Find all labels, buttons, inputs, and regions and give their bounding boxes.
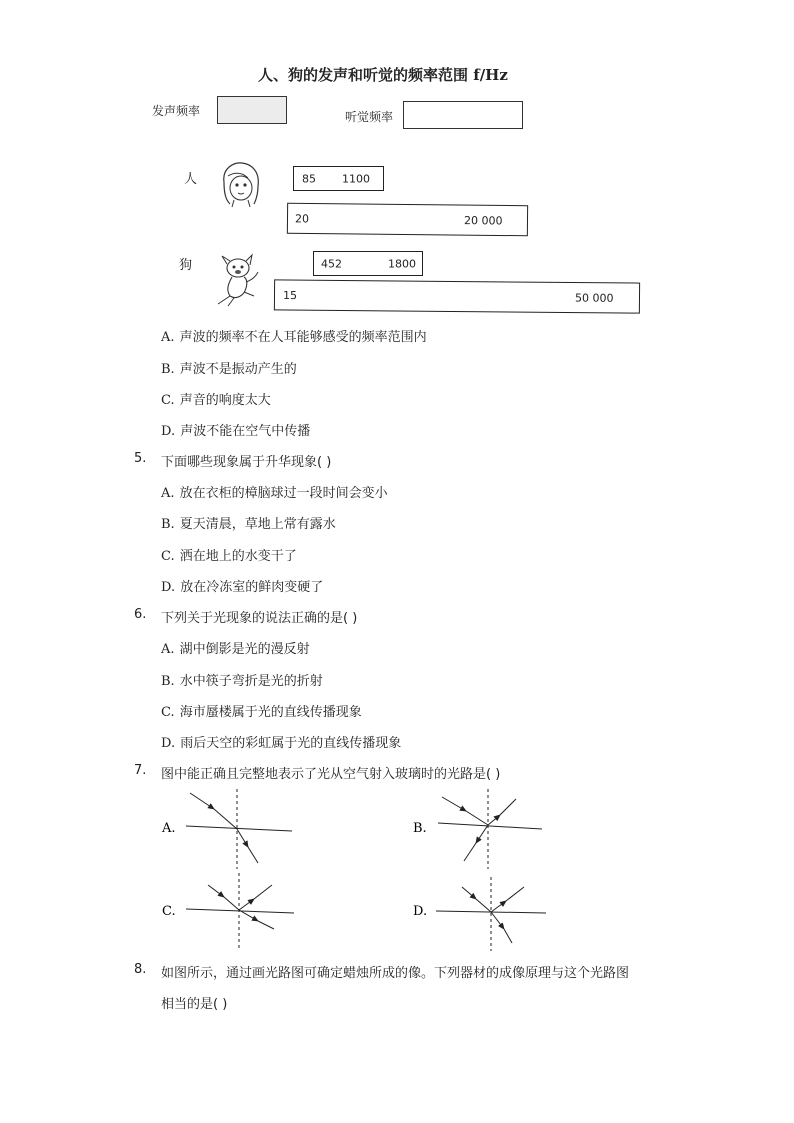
q6-number: 6. bbox=[134, 607, 147, 622]
q5-option-d bbox=[161, 576, 323, 595]
option-text: 湖中倒影是光的漫反射 bbox=[179, 642, 310, 657]
q4-option-b bbox=[161, 358, 297, 377]
q7-stem: 图中能正确且完整地表示了光从空气射入玻璃时的光路是( ) bbox=[161, 767, 501, 782]
q7-label-a: A. bbox=[162, 821, 176, 836]
option-letter: A. bbox=[161, 642, 175, 657]
dog-sound-low: 452 bbox=[321, 257, 342, 270]
q7-diagram-b bbox=[438, 789, 542, 869]
q6-option-b bbox=[161, 670, 323, 689]
option-text: 放在冷冻室的鲜肉变硬了 bbox=[180, 580, 324, 595]
dog-sound-high: 1800 bbox=[388, 257, 416, 270]
q8-number: 8. bbox=[134, 962, 147, 977]
q7-label-c: C. bbox=[162, 904, 176, 919]
q4-option-a bbox=[161, 326, 427, 345]
q8-stem-line2: 相当的是( ) bbox=[161, 997, 228, 1012]
q6-option-c bbox=[161, 701, 362, 720]
human-sound-high: 1100 bbox=[342, 172, 370, 185]
girl-face-icon bbox=[216, 160, 264, 210]
dog-icon bbox=[210, 252, 262, 308]
legend-hearing-swatch bbox=[403, 101, 523, 129]
option-text: 海市蜃楼属于光的直线传播现象 bbox=[179, 705, 362, 720]
q7-label-b: B. bbox=[413, 821, 427, 836]
q8-stem-line1: 如图所示，通过画光路图可确定蜡烛所成的像。下列器材的成像原理与这个光路图 bbox=[161, 966, 630, 981]
q5-option-a bbox=[161, 482, 388, 501]
q7-optics-diagrams bbox=[150, 785, 570, 955]
human-hearing-range-bar bbox=[287, 203, 528, 237]
human-hearing-high: 20 000 bbox=[463, 213, 503, 227]
q7-number: 7. bbox=[134, 763, 147, 778]
dog-hearing-range-bar bbox=[274, 279, 640, 313]
option-text: 声波不是振动产生的 bbox=[179, 362, 297, 377]
option-letter: A. bbox=[161, 330, 175, 345]
q6-option-d bbox=[161, 732, 401, 751]
option-letter: C. bbox=[161, 393, 175, 408]
q7-diagram-c bbox=[186, 873, 294, 949]
legend-sound-label: 发声频率 bbox=[152, 104, 201, 118]
q4-option-d bbox=[161, 420, 310, 439]
figure-title-text: 人、狗的发声和听觉的频率范围 bbox=[258, 66, 469, 84]
option-text: 声波的频率不在人耳能够感受的频率范围内 bbox=[179, 330, 427, 345]
q4-option-c bbox=[161, 389, 271, 408]
option-letter: B. bbox=[161, 674, 175, 689]
option-text: 雨后天空的彩虹属于光的直线传播现象 bbox=[180, 736, 402, 751]
legend-sound-swatch bbox=[217, 96, 287, 124]
q5-number: 5. bbox=[134, 451, 147, 466]
option-letter: C. bbox=[161, 705, 175, 720]
dog-hearing-low: 15 bbox=[282, 288, 298, 302]
human-sound-low: 85 bbox=[302, 172, 316, 185]
option-text: 声波不能在空气中传播 bbox=[180, 424, 311, 439]
option-text: 洒在地上的水变干了 bbox=[179, 549, 297, 564]
option-letter: C. bbox=[161, 549, 175, 564]
human-hearing-low: 20 bbox=[294, 211, 310, 225]
figure-title bbox=[258, 64, 508, 85]
option-letter: D. bbox=[161, 580, 176, 595]
q5-option-b bbox=[161, 513, 336, 532]
option-text: 夏天清晨，草地上常有露水 bbox=[179, 517, 336, 532]
option-letter: B. bbox=[161, 362, 175, 377]
option-letter: A. bbox=[161, 486, 175, 501]
dog-label: 狗 bbox=[179, 258, 193, 273]
option-letter: D. bbox=[161, 424, 176, 439]
dog-hearing-high: 50 000 bbox=[574, 291, 614, 305]
q7-label-d: D. bbox=[413, 904, 428, 919]
option-text: 放在衣柜的樟脑球过一段时间会变小 bbox=[179, 486, 388, 501]
human-label: 人 bbox=[184, 172, 198, 187]
human-sound-range-bar bbox=[293, 166, 384, 191]
option-text: 声音的响度太大 bbox=[179, 393, 271, 408]
q6-option-a bbox=[161, 638, 310, 657]
option-letter: B. bbox=[161, 517, 175, 532]
legend-hearing-label: 听觉频率 bbox=[345, 110, 394, 124]
option-text: 水中筷子弯折是光的折射 bbox=[179, 674, 323, 689]
option-letter: D. bbox=[161, 736, 176, 751]
q6-stem: 下列关于光现象的说法正确的是( ) bbox=[161, 611, 358, 626]
q7-diagram-d bbox=[436, 877, 546, 951]
q5-stem: 下面哪些现象属于升华现象( ) bbox=[161, 455, 332, 470]
dog-sound-range-bar bbox=[313, 251, 423, 276]
q5-option-c bbox=[161, 545, 297, 564]
q7-diagram-a bbox=[186, 789, 292, 869]
figure-title-unit: f/Hz bbox=[473, 66, 508, 84]
